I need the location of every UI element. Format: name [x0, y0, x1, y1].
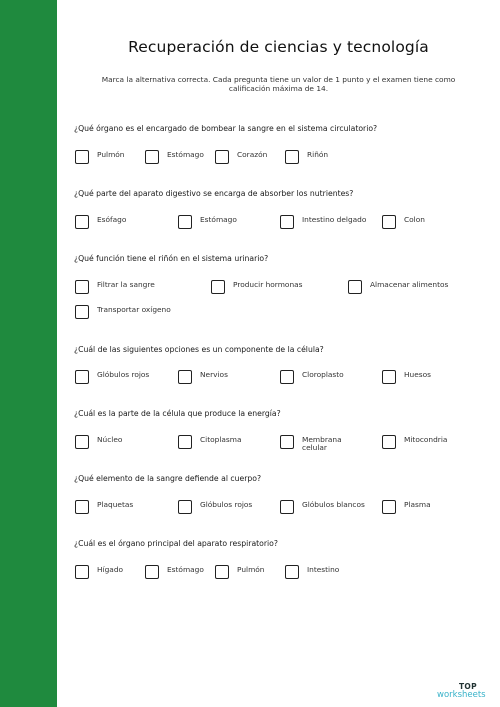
- checkbox[interactable]: [178, 435, 192, 449]
- checkbox[interactable]: [75, 305, 89, 319]
- option-label: Riñón: [307, 151, 329, 159]
- option-label: Pulmón: [97, 151, 125, 159]
- option-label: Intestino: [307, 566, 340, 574]
- brand-top-text: TOP: [459, 682, 477, 691]
- checkbox[interactable]: [178, 370, 192, 384]
- topworksheets-logo: [437, 683, 497, 699]
- option-label: Filtrar la sangre: [97, 281, 155, 289]
- checkbox[interactable]: [280, 370, 294, 384]
- question-4: ¿Cuál de las siguientes opciones es un componente de la célula?: [74, 345, 324, 354]
- option-q7-b[interactable]: [145, 565, 221, 581]
- checkbox[interactable]: [145, 565, 159, 579]
- checkbox[interactable]: [280, 500, 294, 514]
- checkbox[interactable]: [285, 150, 299, 164]
- option-label: Glóbulos rojos: [200, 501, 253, 509]
- checkbox[interactable]: [382, 370, 396, 384]
- checkbox[interactable]: [75, 435, 89, 449]
- option-q3-a[interactable]: [75, 280, 197, 296]
- option-label: Producir hormonas: [233, 281, 303, 289]
- checkbox[interactable]: [178, 215, 192, 229]
- checkbox[interactable]: [348, 280, 362, 294]
- option-label: Estómago: [167, 566, 204, 574]
- page-title: Recuperación de ciencias y tecnología: [128, 38, 429, 56]
- option-label: Mitocondria: [404, 436, 448, 444]
- option-label: Membrana celular: [302, 436, 342, 451]
- checkbox[interactable]: [75, 280, 89, 294]
- option-label: Plaquetas: [97, 501, 134, 509]
- option-q6-d[interactable]: [382, 500, 458, 516]
- worksheet-page: [57, 0, 500, 707]
- green-sidebar: [0, 0, 57, 707]
- option-q3-b[interactable]: [211, 280, 333, 296]
- checkbox[interactable]: [75, 215, 89, 229]
- option-q5-c[interactable]: [280, 435, 350, 451]
- instructions-text: Marca la alternativa correcta. Cada pregunta tiene un valor de 1 punto y el examen tiene como calificación máxima de 14.: [101, 75, 456, 94]
- option-label: Glóbulos blancos: [302, 501, 365, 509]
- option-q1-c[interactable]: [215, 150, 291, 166]
- option-q1-d[interactable]: [285, 150, 361, 166]
- option-label: Núcleo: [97, 436, 123, 444]
- checkbox[interactable]: [75, 150, 89, 164]
- option-label: Esófago: [97, 216, 127, 224]
- brand-bottom-text: worksheets: [437, 690, 486, 700]
- checkbox[interactable]: [75, 500, 89, 514]
- option-q3-c[interactable]: [348, 280, 470, 296]
- checkbox[interactable]: [382, 500, 396, 514]
- checkbox[interactable]: [280, 435, 294, 449]
- option-q2-d[interactable]: [382, 215, 458, 231]
- option-label: Cloroplasto: [302, 371, 344, 379]
- option-label: Hígado: [97, 566, 124, 574]
- question-7: ¿Cuál es el órgano principal del aparato respiratorio?: [74, 539, 278, 548]
- checkbox[interactable]: [211, 280, 225, 294]
- question-1: ¿Qué órgano es el encargado de bombear la sangre en el sistema circulatorio?: [74, 124, 378, 133]
- option-label: Colon: [404, 216, 425, 224]
- checkbox[interactable]: [75, 370, 89, 384]
- option-q1-a[interactable]: [75, 150, 151, 166]
- option-q7-d[interactable]: [285, 565, 361, 581]
- option-q3-d[interactable]: [75, 305, 197, 321]
- checkbox[interactable]: [75, 565, 89, 579]
- option-label: Corazón: [237, 151, 268, 159]
- checkbox[interactable]: [178, 500, 192, 514]
- option-label: Citoplasma: [200, 436, 242, 444]
- question-2: ¿Qué parte del aparato digestivo se encarga de absorber los nutrientes?: [74, 189, 354, 198]
- checkbox[interactable]: [215, 150, 229, 164]
- question-5: ¿Cuál es la parte de la célula que produce la energía?: [74, 409, 281, 418]
- option-q1-b[interactable]: [145, 150, 221, 166]
- checkbox[interactable]: [280, 215, 294, 229]
- option-label: Estómago: [167, 151, 204, 159]
- option-label: Pulmón: [237, 566, 265, 574]
- question-3: ¿Qué función tiene el riñón en el sistema urinario?: [74, 254, 269, 263]
- option-q7-c[interactable]: [215, 565, 291, 581]
- option-label: Almacenar alimentos: [370, 281, 449, 289]
- checkbox[interactable]: [145, 150, 159, 164]
- option-label: Nervios: [200, 371, 228, 379]
- option-label: Estómago: [200, 216, 237, 224]
- question-6: ¿Qué elemento de la sangre defiende al cuerpo?: [74, 474, 262, 483]
- option-label: Plasma: [404, 501, 431, 509]
- option-q4-d[interactable]: [382, 370, 458, 386]
- option-q5-d[interactable]: [382, 435, 484, 451]
- option-label: Transportar oxígeno: [97, 306, 171, 314]
- checkbox[interactable]: [382, 435, 396, 449]
- checkbox[interactable]: [285, 565, 299, 579]
- checkbox[interactable]: [215, 565, 229, 579]
- option-label: Intestino delgado: [302, 216, 367, 224]
- option-label: Glóbulos rojos: [97, 371, 150, 379]
- option-label: Huesos: [404, 371, 432, 379]
- checkbox[interactable]: [382, 215, 396, 229]
- option-q7-a[interactable]: [75, 565, 151, 581]
